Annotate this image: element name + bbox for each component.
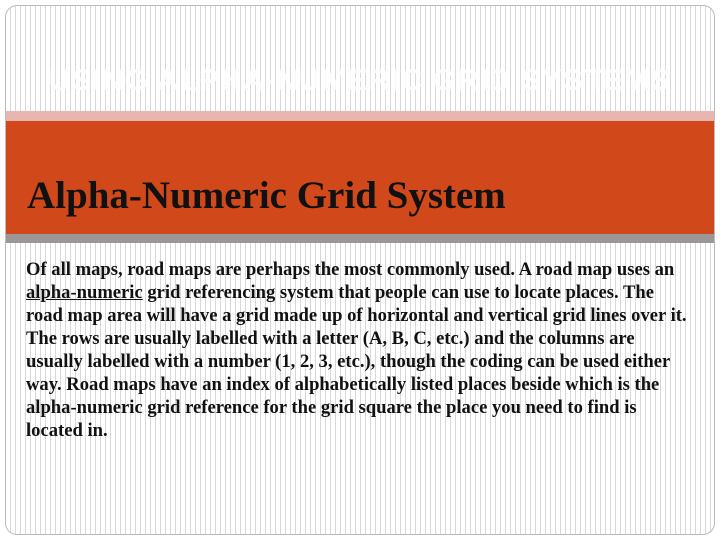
- body-text-part: Of all maps, road maps are perhaps the most commonly used. A road map uses an: [26, 259, 675, 280]
- alpha-numeric-link[interactable]: alpha-numeric: [26, 282, 143, 303]
- title-band-bottom-strip: [6, 234, 714, 243]
- slide-title: Alpha-Numeric Grid System: [27, 174, 506, 217]
- title-band-top-strip: [6, 111, 714, 121]
- faint-header-text: USING ALPHA-NUMERIC GRID SYSTEMS: [48, 64, 672, 97]
- body-text: [26, 258, 694, 442]
- slide: [5, 5, 715, 535]
- body-text-part: grid referencing system that people can use to locate places. The road map area will have a grid made up of horizontal and vertical grid lines over it. The rows are usually labelled with a letter (A, B, C, etc.) and the columns are usually labelled with a number (1, 2, 3, etc.), though the coding can be used either way. Road maps have an index of alphabetically listed places beside which is the alpha-numeric grid reference for the grid square the place you need to find is located in.: [26, 282, 687, 441]
